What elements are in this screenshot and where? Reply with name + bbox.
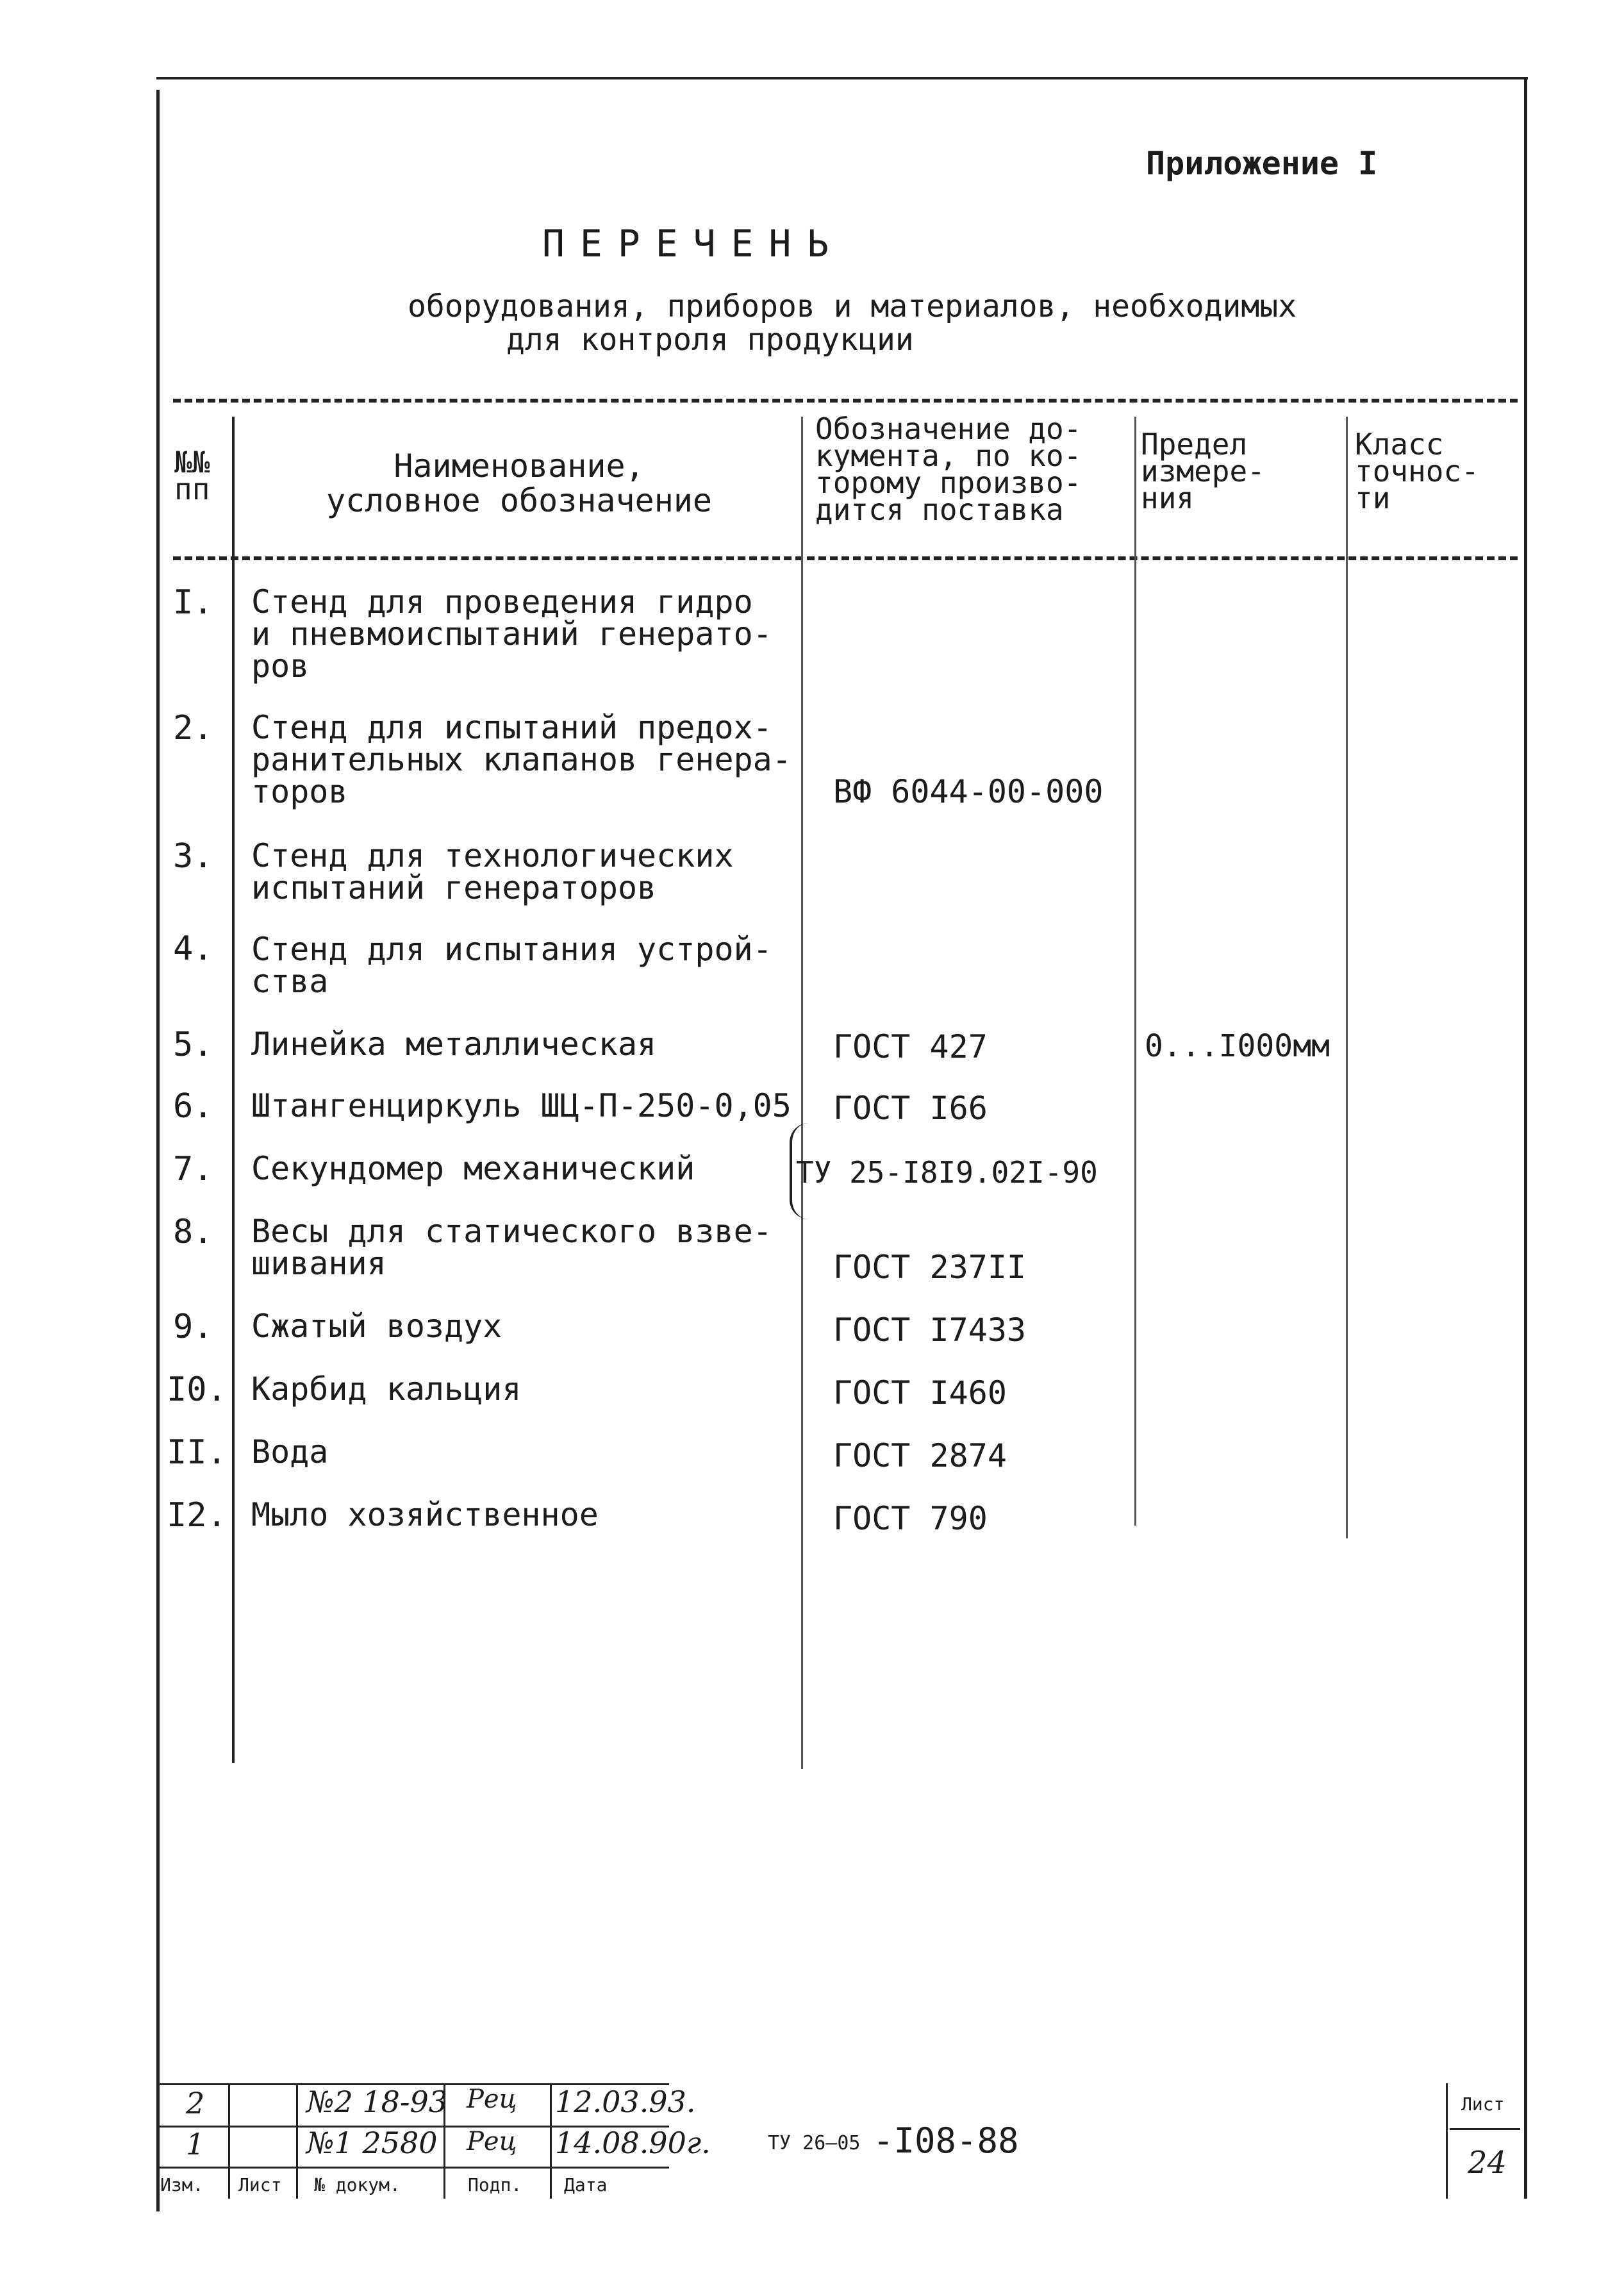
header-class: Класс точнос- ти	[1355, 427, 1479, 515]
column-divider-doc	[1134, 417, 1136, 1526]
subtitle-line-2: для контроля продукции	[506, 322, 914, 358]
row-number: II.	[167, 1433, 227, 1472]
row-document: ГОСТ 427	[833, 1028, 988, 1065]
row-number: 2.	[173, 709, 213, 747]
column-divider-name	[801, 417, 803, 1769]
row-number: 8.	[173, 1213, 213, 1251]
row-number: I0.	[167, 1370, 227, 1409]
row-number: 3.	[173, 837, 213, 876]
row-name: Штангенциркуль ШЦ-П-250-0,05	[251, 1087, 791, 1124]
row-name: Стенд для технологических испытаний генераторов	[251, 837, 734, 906]
stamp-label-doc: № докум.	[314, 2174, 401, 2195]
sheet-label: Лист	[1461, 2094, 1505, 2115]
row-number: 4.	[173, 929, 213, 968]
row-number: I.	[173, 583, 213, 622]
stamp-date-2: 14.08.90г.	[555, 2126, 711, 2160]
row-number: I2.	[167, 1496, 227, 1535]
subtitle-line-1: оборудования, приборов и материалов, необходимых	[408, 288, 1297, 324]
row-number: 6.	[173, 1087, 213, 1126]
header-bottom-rule	[173, 556, 1518, 560]
stamp-label-izm: Изм.	[160, 2174, 204, 2195]
stamp-label-sign: Подп.	[468, 2174, 522, 2195]
row-name: Сжатый воздух	[251, 1308, 502, 1345]
row-document: ГОСТ 237II	[833, 1249, 1027, 1286]
row-name: Весы для статического взве- шивания	[251, 1213, 772, 1282]
doc-code-number: -I08-88	[873, 2120, 1019, 2161]
stamp-izm-2: 1	[186, 2127, 205, 2161]
header-limit: Предел измере- ния	[1141, 427, 1265, 515]
row-number: 5.	[173, 1026, 213, 1064]
row-limit: 0...I000мм	[1145, 1028, 1330, 1064]
frame-top-border	[156, 77, 1528, 79]
row-name: Стенд для испытаний предох- ранительных клапанов генера- торов	[251, 709, 791, 810]
header-name: Наименование, условное обозначение	[326, 447, 713, 519]
stamp-col-divider	[296, 2083, 298, 2199]
header-num: №№ пп	[174, 445, 210, 506]
stamp-doc-no-1: №2 18-93	[306, 2085, 448, 2119]
stamp-label-list: Лист	[238, 2174, 282, 2195]
stamp-col-divider	[550, 2083, 552, 2199]
appendix-label: Приложение I	[1146, 145, 1378, 182]
stamp-signature-1: Рец	[467, 2085, 517, 2114]
stamp-izm-1: 2	[186, 2086, 205, 2120]
column-divider-num	[232, 417, 235, 1763]
stamp-sheet-divider	[1446, 2083, 1448, 2199]
doc-code-prefix: ТУ 26—05	[768, 2132, 861, 2154]
row-name: Мыло хозяйственное	[251, 1496, 599, 1533]
sheet-number: 24	[1468, 2145, 1507, 2181]
row-name: Стенд для испытания устрой- ства	[251, 931, 772, 1000]
stamp-bottom-rule	[156, 2167, 669, 2169]
row-name: Линейка металлическая	[251, 1026, 657, 1063]
row-name: Вода	[251, 1433, 329, 1470]
stamp-col-divider	[228, 2083, 230, 2199]
row-number: 7.	[173, 1150, 213, 1188]
row-document: ГОСТ I7433	[833, 1311, 1027, 1349]
row-number: 9.	[173, 1308, 213, 1346]
stamp-label-date: Дата	[564, 2174, 608, 2195]
row-name: Секундомер механический	[251, 1150, 695, 1187]
row-document: ГОСТ 2874	[833, 1437, 1007, 1474]
stamp-signature-2: Рец	[467, 2127, 517, 2156]
row-name: Стенд для проведения гидро и пневмоиспытаний генерато- ров	[251, 583, 772, 685]
row-document: ТУ 25-I8I9.02I-90	[796, 1155, 1098, 1190]
group-document-code: ВФ 6044-00-000	[833, 773, 1104, 810]
row-document: ГОСТ 790	[833, 1500, 988, 1537]
header-document: Обозначение до- кумента, по ко- торому произво- дится поставка	[815, 412, 1082, 527]
row-document: ГОСТ I460	[833, 1374, 1007, 1411]
stamp-sheet-rule	[1450, 2128, 1520, 2130]
row-document: ГОСТ I66	[833, 1090, 988, 1127]
frame-left-border	[156, 90, 160, 2211]
table-top-rule	[173, 399, 1518, 403]
frame-right-border	[1524, 77, 1527, 2199]
row-name: Карбид кальция	[251, 1370, 522, 1408]
column-divider-limit	[1346, 417, 1348, 1538]
page-title: ПЕРЕЧЕНЬ	[542, 222, 845, 265]
stamp-doc-no-2: №1 2580	[306, 2126, 438, 2160]
stamp-date-1: 12.03.93.	[555, 2085, 696, 2119]
